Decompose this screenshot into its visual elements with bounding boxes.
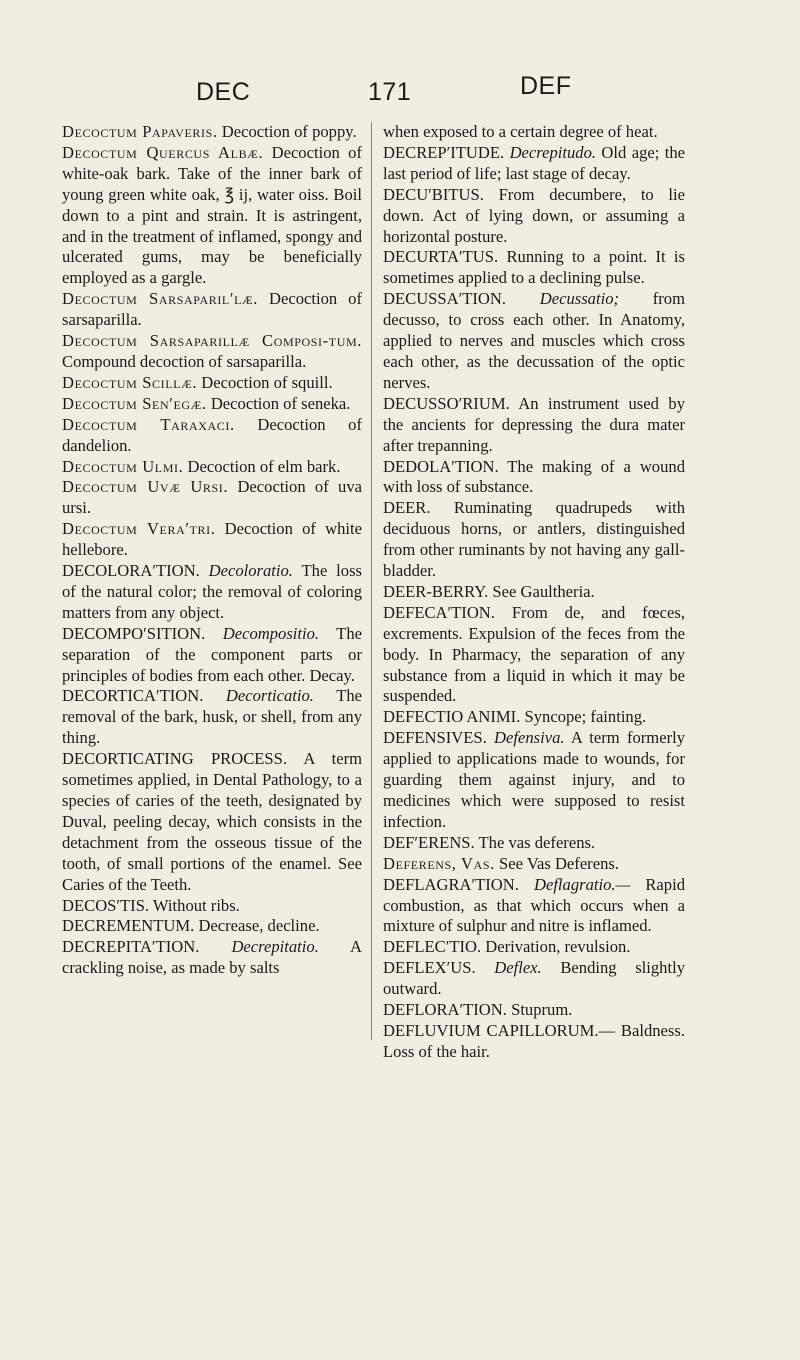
- entry-definition: From de, and fœces, excrements. Expulsion of the feces from the body. In Pharmacy, the separation of any substance from a liquid in which it may be suspended.: [383, 602, 685, 706]
- dictionary-entry: [62, 686, 362, 749]
- entry-definition: Ruminating quadrupeds with deciduous horns, or antlers, distinguished from other ruminants by not having any gall-bladder.: [383, 498, 685, 581]
- entry-headword: Decoctum Sarsaparillæ Composi-tum.: [62, 331, 362, 351]
- dictionary-entry: [383, 289, 685, 394]
- entry-latin-term: Defensiva.: [494, 728, 565, 748]
- dictionary-entry: [62, 937, 362, 979]
- dictionary-entry: [62, 122, 362, 143]
- entry-definition: Baldness. Loss of the hair.: [383, 1020, 685, 1061]
- entry-headword: Decoctum Scillæ.: [62, 372, 198, 392]
- entry-headword: DECREPITA′TION.: [62, 937, 200, 957]
- entry-headword: DEFLORA′TION.: [383, 1000, 507, 1020]
- entry-headword: DEFLAGRA′TION.: [383, 874, 519, 894]
- dictionary-entry: [383, 185, 685, 248]
- entry-definition: A crackling noise, as made by salts: [62, 937, 362, 978]
- dictionary-entry: [383, 582, 685, 603]
- dictionary-entry: [62, 896, 362, 917]
- entry-headword: Decoctum Papaveris.: [62, 122, 218, 141]
- entry-headword: DEER-BERRY.: [383, 581, 489, 601]
- entry-definition: Rapid combustion, as that which occurs when a mixture of sulphur and nitre is inflamed.: [383, 874, 685, 936]
- entry-definition: Decoction of seneka.: [206, 393, 351, 413]
- dictionary-entry: [383, 728, 685, 833]
- entry-headword: DEFECTIO ANIMI.: [383, 707, 521, 727]
- entry-headword: DECURTA′TUS.: [383, 247, 499, 267]
- dictionary-entry: [383, 958, 685, 1000]
- entry-headword: Decoctum Ulmi.: [62, 456, 184, 476]
- entry-latin-term: Deflagratio.—: [533, 874, 631, 894]
- entry-latin-term: Decussatio;: [539, 289, 620, 309]
- entry-headword: DEDOLA′TION.: [383, 456, 499, 476]
- header-left-guideword: DEC: [196, 78, 251, 106]
- dictionary-entry: [383, 875, 685, 938]
- entry-headword: DEF′ERENS.: [383, 832, 475, 852]
- entry-headword: Decoctum Vera′tri.: [62, 519, 216, 539]
- entry-headword: Deferens, Vas.: [383, 853, 495, 873]
- entry-definition: See Gaultheria.: [488, 581, 595, 601]
- entry-headword: Decoctum Taraxaci.: [62, 414, 235, 434]
- entry-headword: Decoctum Quercus Albæ.: [62, 142, 264, 162]
- dictionary-entry: [62, 289, 362, 331]
- entry-definition: Decoction of white-oak bark. Take of the inner bark of young green white oak, ℥ ij, water oiss. Boil down to a pint and strain. It is astringent, and in the treatment of inflamed, spongy and ulcerated gums, may be beneficially employed as a gargle.: [62, 142, 363, 288]
- dictionary-entry: [383, 143, 685, 185]
- entry-definition: Compound decoction of sarsaparilla.: [62, 351, 307, 371]
- dictionary-entry: [383, 603, 685, 708]
- dictionary-entry: [383, 457, 685, 499]
- dictionary-entry: [383, 707, 685, 728]
- entry-latin-term: Decompositio.: [222, 623, 320, 643]
- left-column: [62, 122, 362, 979]
- entry-headword: DEFLEX′US.: [383, 958, 476, 978]
- entry-headword: DECORTICATING PROCESS.: [62, 749, 288, 769]
- dictionary-entry: [62, 373, 362, 394]
- entry-latin-term: Deflex.: [494, 958, 542, 978]
- entry-latin-term: Decoloratio.: [208, 561, 293, 581]
- entry-headword: DECOLORA′TION.: [62, 561, 200, 581]
- dictionary-entry: [383, 122, 685, 143]
- column-divider: [371, 122, 372, 1040]
- entry-definition: Old age; the last period of life; last stage of decay.: [383, 142, 685, 183]
- entry-headword: DECREP′ITUDE.: [383, 142, 505, 162]
- entry-latin-term: Decorticatio.: [225, 686, 314, 706]
- entry-definition: The removal of the bark, husk, or shell, from any thing.: [62, 686, 362, 748]
- dictionary-entry: [62, 394, 362, 415]
- entry-definition: Running to a point. It is sometimes applied to a declining pulse.: [383, 247, 685, 288]
- entry-definition: Syncope; fainting.: [520, 707, 647, 727]
- dictionary-entry: [62, 415, 362, 457]
- entry-headword: DECU′BITUS.: [383, 184, 484, 204]
- entry-definition: Decoction of poppy.: [217, 122, 357, 141]
- entry-definition: An instrument used by the ancients for depressing the dura mater after trepanning.: [383, 393, 685, 455]
- dictionary-entry: [62, 457, 362, 478]
- dictionary-entry: [383, 833, 685, 854]
- dictionary-entry: [383, 498, 685, 582]
- entry-latin-term: Decrepitudo.: [509, 142, 597, 162]
- entry-definition: Decrease, decline.: [194, 916, 320, 936]
- entry-definition: Decoction of squill.: [197, 372, 333, 392]
- dictionary-entry: [62, 331, 362, 373]
- right-column: [383, 122, 685, 1063]
- header-right-guideword: DEF: [520, 72, 572, 100]
- entry-definition: Decoction of sarsaparilla.: [62, 289, 363, 330]
- entry-definition: From decumbere, to lie down. Act of lying down, or assuming a horizontal posture.: [383, 184, 685, 246]
- entry-definition: when exposed to a certain degree of heat.: [383, 122, 658, 141]
- entry-headword: DECREMENTUM.: [62, 916, 195, 936]
- entry-headword: DECORTICA′TION.: [62, 686, 204, 706]
- dictionary-entry: [62, 519, 362, 561]
- dictionary-entry: [62, 143, 362, 289]
- dictionary-entry: [62, 916, 362, 937]
- entry-definition: The making of a wound with loss of substance.: [383, 456, 685, 497]
- dictionary-entry: [383, 1000, 685, 1021]
- entry-headword: Decoctum Sen′egæ.: [62, 393, 207, 413]
- dictionary-entry: [383, 247, 685, 289]
- entry-headword: DEER.: [383, 498, 431, 518]
- dictionary-entry: [62, 561, 362, 624]
- dictionary-entry: [383, 937, 685, 958]
- dictionary-entry: [383, 1021, 685, 1063]
- entry-headword: DECOS′TIS.: [62, 895, 150, 915]
- dictionary-entry: [62, 477, 362, 519]
- entry-headword: DEFLEC′TIO.: [383, 937, 482, 957]
- entry-headword: DEFECA′TION.: [383, 602, 495, 622]
- entry-latin-term: Decrepitatio.: [231, 937, 319, 957]
- dictionary-entry: [62, 749, 362, 895]
- running-header: [0, 72, 800, 112]
- entry-definition: Stuprum.: [506, 1000, 573, 1020]
- page-number: 171: [368, 78, 412, 106]
- entry-definition: A term formerly applied to applications made to wounds, for guarding them against injury, and to medicines which were supposed to resist infection.: [383, 728, 686, 831]
- entry-definition: Without ribs.: [149, 895, 240, 915]
- dictionary-entry: [62, 624, 362, 687]
- entry-headword: DEFLUVIUM CAPILLORUM.—: [383, 1020, 616, 1040]
- dictionary-entry: [383, 854, 685, 875]
- entry-headword: DEFENSIVES.: [383, 728, 487, 748]
- entry-headword: DECUSSO′RIUM.: [383, 393, 510, 413]
- entry-definition: The vas deferens.: [474, 832, 596, 852]
- dictionary-entry: [383, 394, 685, 457]
- entry-definition: The loss of the natural color; the removal of coloring matters from any object.: [62, 561, 362, 622]
- entry-headword: DECUSSA′TION.: [383, 289, 507, 309]
- entry-definition: from decusso, to cross each other. In Anatomy, applied to nerves and muscles which cross each other, as the decussation of the optic nerves.: [383, 289, 685, 392]
- entry-headword: DECOMPO′SITION.: [62, 623, 206, 643]
- entry-headword: Decoctum Sarsaparil′læ.: [62, 289, 259, 309]
- entry-definition: See Vas Deferens.: [494, 853, 619, 873]
- entry-definition: Decoction of white hellebore.: [62, 519, 362, 560]
- entry-definition: The separation of the component parts or principles of bodies from each other. Decay.: [62, 623, 362, 685]
- entry-definition: A term sometimes applied, in Dental Pathology, to a species of caries of the teeth, designated by Duval, peeling decay, which consists in the detachment from the osseous tissue of the tooth, of small portions of the enamel. See Caries of the Teeth.: [62, 749, 363, 894]
- entry-definition: Derivation, revulsion.: [481, 937, 631, 957]
- entry-definition: Decoction of dandelion.: [62, 414, 362, 455]
- entry-definition: Decoction of uva ursi.: [62, 477, 362, 518]
- entry-definition: Decoction of elm bark.: [183, 456, 341, 476]
- entry-definition: Bending slightly outward.: [383, 958, 685, 999]
- entry-headword: Decoctum Uvæ Ursi.: [62, 477, 229, 497]
